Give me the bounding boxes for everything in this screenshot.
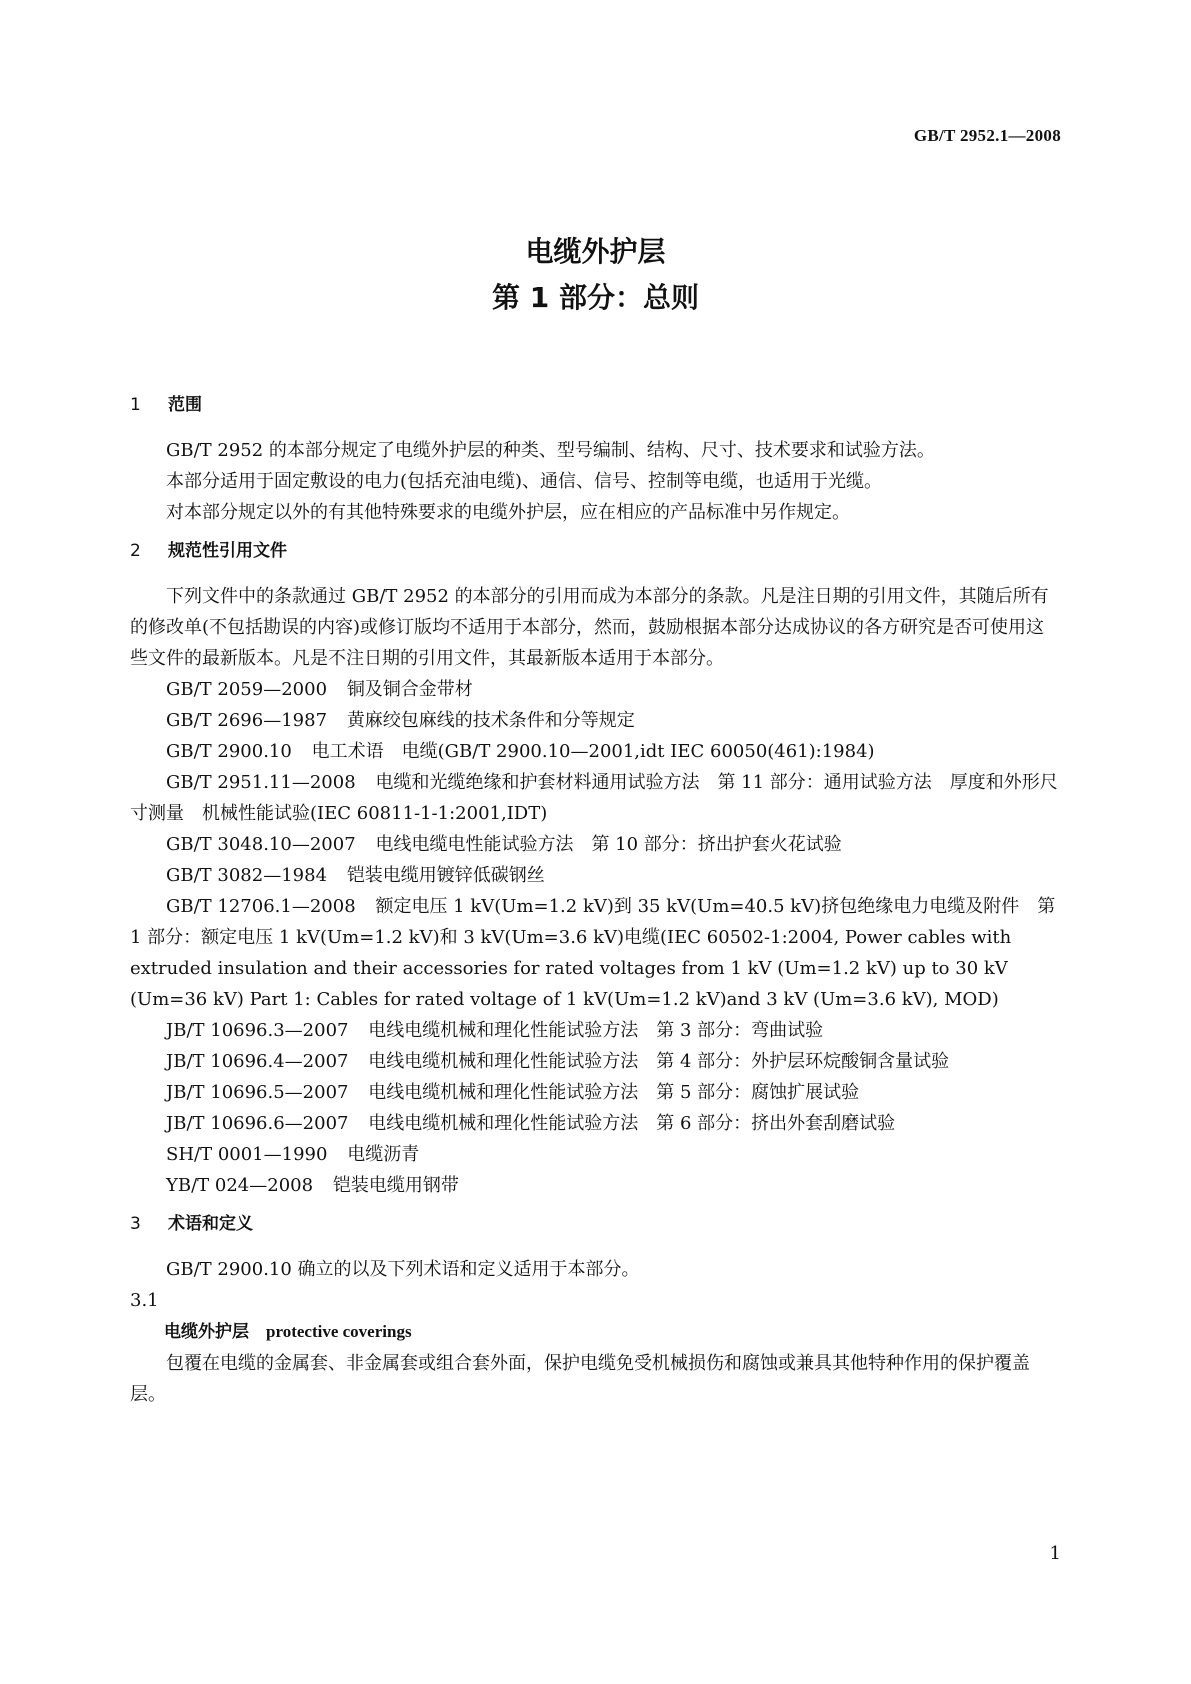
reference-title: 电线电缆电性能试验方法 第 10 部分：挤出护套火花试验 xyxy=(375,834,842,855)
section-heading-1 xyxy=(130,390,1062,421)
reference-item xyxy=(130,829,1062,860)
reference-item xyxy=(130,705,1062,736)
reference-title: 铠装电缆用镀锌低碳钢丝 xyxy=(346,865,545,886)
term-definition: 包覆在电缆的金属套、非金属套或组合套外面，保护电缆免受机械损伤和腐蚀或兼具其他特种作用的保护覆盖层。 xyxy=(130,1353,1030,1405)
term-entry xyxy=(130,1316,1062,1348)
document-title: 电缆外护层 xyxy=(525,235,666,268)
document-body xyxy=(130,390,1062,1410)
reference-title: 电缆沥青 xyxy=(347,1144,420,1165)
reference-code: JB/T 10696.3—2007 xyxy=(166,1020,349,1041)
paragraph: 对本部分规定以外的有其他特殊要求的电缆外护层，应在相应的产品标准中另作规定。 xyxy=(166,502,850,523)
reference-code: GB/T 2951.11—2008 xyxy=(166,772,356,793)
reference-item xyxy=(130,1170,1062,1201)
section-number: 2 xyxy=(130,541,141,561)
reference-item xyxy=(130,1139,1062,1170)
reference-item xyxy=(130,736,1062,767)
term-english: protective coverings xyxy=(266,1322,412,1341)
reference-code: JB/T 10696.5—2007 xyxy=(166,1082,349,1103)
reference-title: 黄麻绞包麻线的技术条件和分等规定 xyxy=(346,710,635,731)
subsection-number: 3.1 xyxy=(130,1290,159,1311)
reference-code: YB/T 024—2008 xyxy=(166,1175,314,1196)
reference-title: 电缆和光缆绝缘和护套材料通用试验方法 第 11 部分：通用试验方法 厚度和外形尺寸测量 机械性能试验(IEC 60811-1-1:2001,IDT) xyxy=(130,772,1058,824)
reference-item xyxy=(130,1046,1062,1077)
reference-item xyxy=(130,891,1062,1015)
page-number: 1 xyxy=(1049,1543,1061,1564)
reference-item xyxy=(130,767,1062,829)
reference-code: GB/T 3082—1984 xyxy=(166,865,328,886)
section-title: 范围 xyxy=(168,395,202,415)
reference-item xyxy=(130,1108,1062,1139)
section-heading-3 xyxy=(130,1209,1062,1240)
section-heading-2 xyxy=(130,536,1062,567)
reference-item xyxy=(130,1077,1062,1108)
paragraph: GB/T 2900.10 确立的以及下列术语和定义适用于本部分。 xyxy=(166,1259,640,1280)
paragraph: 本部分适用于固定敷设的电力(包括充油电缆)、通信、信号、控制等电缆，也适用于光缆。 xyxy=(166,471,883,492)
section-number: 3 xyxy=(130,1214,141,1234)
reference-title: 铜及铜合金带材 xyxy=(346,679,473,700)
reference-title: 电线电缆机械和理化性能试验方法 第 3 部分：弯曲试验 xyxy=(368,1020,824,1041)
reference-code: JB/T 10696.6—2007 xyxy=(166,1113,349,1134)
reference-code: GB/T 12706.1—2008 xyxy=(166,896,356,917)
section-title: 规范性引用文件 xyxy=(168,541,287,561)
paragraph: 下列文件中的条款通过 GB/T 2952 的本部分的引用而成为本部分的条款。凡是注日期的引用文件，其随后所有的修改单(不包括勘误的内容)或修订版均不适用于本部分，然而，鼓励根据本部分达成协议的各方研究是否可使用这些文件的最新版本。凡是不注日期的引用文件，其最新版本适用于本部分。 xyxy=(130,586,1049,669)
section-title: 术语和定义 xyxy=(168,1214,253,1234)
reference-item xyxy=(130,860,1062,891)
reference-item xyxy=(130,674,1062,705)
reference-code: GB/T 3048.10—2007 xyxy=(166,834,356,855)
section-number: 1 xyxy=(130,395,141,415)
document-subtitle: 第 1 部分：总则 xyxy=(492,281,699,314)
reference-code: GB/T 2900.10 xyxy=(166,741,292,762)
reference-title: 额定电压 1 kV(Um=1.2 kV)到 35 kV(Um=40.5 kV)挤包绝缘电力电缆及附件 第 1 部分：额定电压 1 kV(Um=1.2 kV)和 3 kV(Um=3.6 kV)电缆(IEC 60502-1:2004, Power cables with extruded insulation and their accessories for rated voltages from 1 kV (Um=1.2 kV) up to 30 kV (Um=36 kV) Part 1: Cables for rated voltage of 1 kV(Um=1.2 kV)and 3 kV (Um=3.6 kV), MOD) xyxy=(130,896,1056,1010)
reference-code: SH/T 0001—1990 xyxy=(166,1144,328,1165)
standard-code: GB/T 2952.1—2008 xyxy=(913,126,1061,145)
reference-code: GB/T 2696—1987 xyxy=(166,710,328,731)
reference-title: 电工术语 电缆(GB/T 2900.10—2001,idt IEC 60050(461):1984) xyxy=(311,741,875,762)
reference-title: 电线电缆机械和理化性能试验方法 第 5 部分：腐蚀扩展试验 xyxy=(368,1082,860,1103)
term-chinese: 电缆外护层 xyxy=(164,1322,249,1342)
reference-code: GB/T 2059—2000 xyxy=(166,679,328,700)
reference-title: 电线电缆机械和理化性能试验方法 第 6 部分：挤出外套刮磨试验 xyxy=(368,1113,896,1134)
paragraph: GB/T 2952 的本部分规定了电缆外护层的种类、型号编制、结构、尺寸、技术要求和试验方法。 xyxy=(166,440,935,461)
reference-code: JB/T 10696.4—2007 xyxy=(166,1051,349,1072)
reference-title: 电线电缆机械和理化性能试验方法 第 4 部分：外护层环烷酸铜含量试验 xyxy=(368,1051,950,1072)
reference-item xyxy=(130,1015,1062,1046)
reference-title: 铠装电缆用钢带 xyxy=(332,1175,459,1196)
